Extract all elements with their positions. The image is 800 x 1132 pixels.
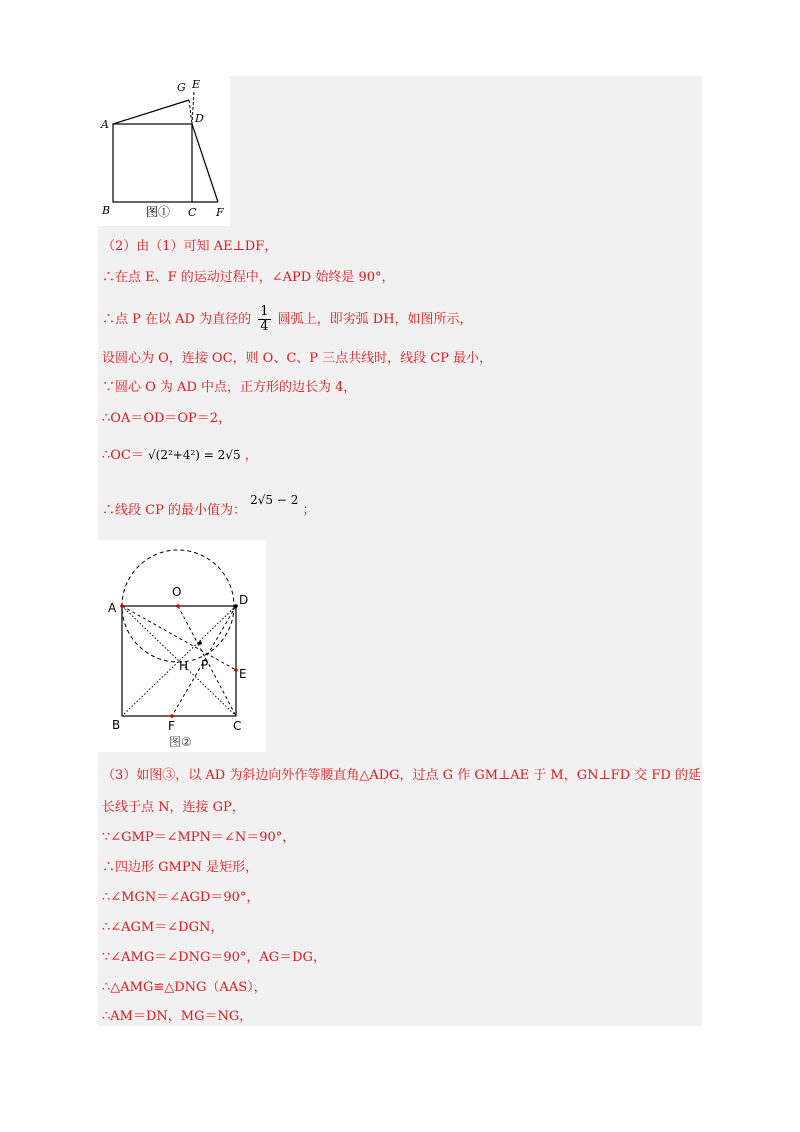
line-15: ∵∠AMG＝∠DNG＝90°，AG＝DG， bbox=[102, 950, 326, 965]
label-e2: E bbox=[239, 667, 247, 681]
line-16: ∴△AMG≌△DNG（AAS）， bbox=[102, 980, 267, 995]
label-a2: A bbox=[108, 601, 117, 615]
figure-2 bbox=[98, 540, 266, 752]
line-1: （2）由（1）可知 AE⊥DF， bbox=[102, 239, 278, 254]
fraction-numerator: 1 bbox=[260, 304, 269, 319]
figure-2-caption: 图② bbox=[169, 735, 192, 749]
fraction-denominator: 4 bbox=[260, 319, 269, 334]
line-12: ∴四边形 GMPN 是矩形， bbox=[102, 860, 259, 875]
line-17: ∴AM＝DN，MG＝NG， bbox=[102, 1009, 253, 1024]
figure-1-caption: 图① bbox=[146, 205, 171, 219]
line-14: ∴∠AGM＝∠DGN， bbox=[102, 920, 224, 935]
label-f: F bbox=[216, 206, 224, 219]
line-7-end: ， bbox=[244, 448, 258, 463]
line-3-end: 圆弧上，即劣弧 DH，如图所示， bbox=[277, 312, 473, 327]
label-b2: B bbox=[112, 718, 121, 732]
label-g: G bbox=[177, 81, 186, 94]
line-7 bbox=[102, 445, 258, 466]
label-h: H bbox=[179, 659, 189, 673]
line-3 bbox=[102, 305, 473, 334]
label-b: B bbox=[102, 204, 111, 217]
line-8-end: ； bbox=[302, 503, 316, 518]
line-3-start: ∴点 P 在以 AD 为直径的 bbox=[102, 312, 252, 327]
line-5: ∵圆心 O 为 AD 中点，正方形的边长为 4， bbox=[102, 380, 357, 395]
label-c2: C bbox=[233, 719, 242, 733]
line-7-start: ∴OC＝ bbox=[102, 448, 144, 463]
line-9: （3）如图③，以 AD 为斜边向外作等腰直角△ADG，过点 G 作 GM⊥AE 于 M，GN⊥FD 交 FD 的延 bbox=[102, 768, 701, 783]
label-p: P bbox=[201, 658, 209, 672]
line-8 bbox=[102, 493, 316, 521]
line-10: 长线于点 N，连接 GP， bbox=[102, 800, 245, 815]
label-f2: F bbox=[168, 719, 175, 733]
label-d: D bbox=[195, 112, 204, 125]
label-a: A bbox=[101, 118, 109, 131]
min-value-expression: 2√5 − 2 bbox=[250, 493, 299, 507]
label-d2: D bbox=[239, 593, 249, 607]
figure-1 bbox=[98, 76, 230, 226]
line-11: ∵∠GMP＝∠MPN＝∠N＝90°， bbox=[102, 830, 296, 845]
line-6: ∴OA＝OD＝OP＝2， bbox=[102, 411, 232, 426]
line-4: 设圆心为 O，连接 OC，则 O、C、P 三点共线时，线段 CP 最小， bbox=[102, 351, 493, 366]
line-2: ∴在点 E、F 的运动过程中，∠APD 始终是 90°， bbox=[102, 270, 395, 285]
oc-expression: √(2²+4²) = 2√5 bbox=[148, 448, 241, 462]
line-13: ∴∠MGN＝∠AGD＝90°， bbox=[102, 890, 260, 905]
label-c: C bbox=[188, 206, 197, 219]
fraction-one-quarter bbox=[258, 305, 270, 334]
label-e: E bbox=[192, 78, 201, 91]
label-o: O bbox=[172, 585, 182, 599]
line-8-start: ∴线段 CP 的最小值为： bbox=[102, 503, 246, 518]
